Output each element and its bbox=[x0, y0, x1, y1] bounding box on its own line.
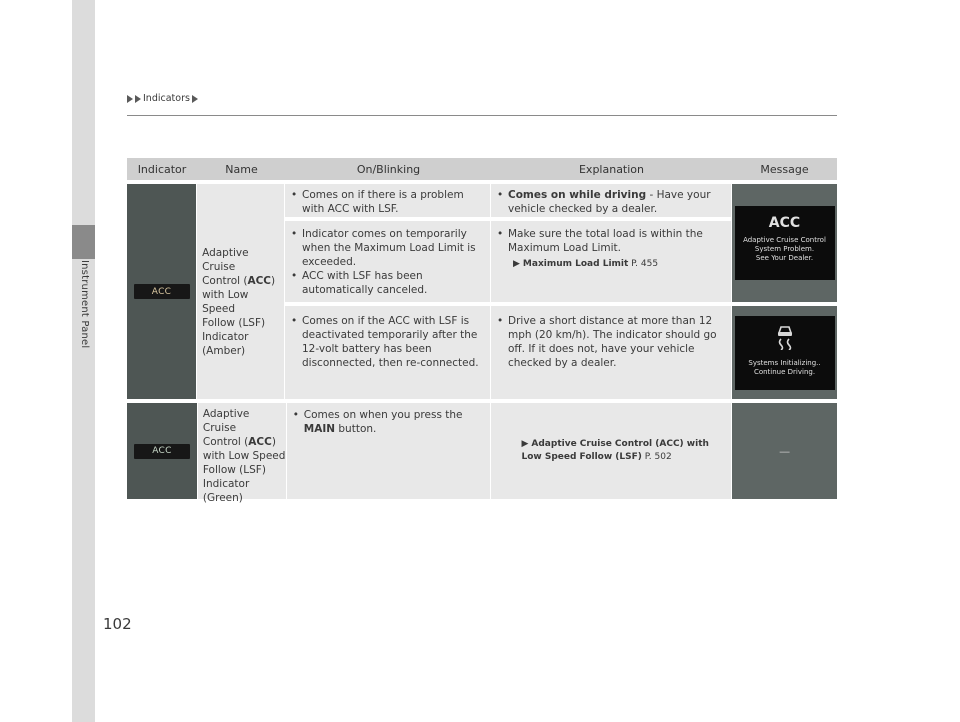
table-header bbox=[127, 158, 837, 180]
systems-initializing-message-screen: Systems Initializing.. Continue Driving. bbox=[735, 316, 835, 390]
name-cell-amber: Adaptive Cruise Control (ACC) with Low Speed Follow (LSF) Indicator (Amber) bbox=[196, 184, 284, 399]
acc-problem-message-screen: ACC Adaptive Cruise Control System Problem. See Your Dealer. bbox=[735, 206, 835, 280]
col-name: Name bbox=[225, 162, 258, 176]
side-tab bbox=[72, 0, 95, 722]
name-cell-green: Adaptive Cruise Control (ACC) with Low Speed Follow (LSF) Indicator (Green) bbox=[197, 403, 286, 499]
acc-green-indicator-icon: ACC bbox=[134, 444, 190, 459]
triangle-icon bbox=[192, 95, 198, 103]
table-row: • Comes on if the ACC with LSF is deactivated temporarily after the 12-volt battery has been disconnected, then re-connected. • Drive a short distance at more than 12 mph (20 km/h). The indicator should go off. If it does not, have your vehicle checked by a dealer. Systems Initializing.. Continue Driving. bbox=[285, 302, 837, 399]
col-message: Message bbox=[760, 162, 809, 176]
green-on-cell: • Comes on when you press the MAIN button. bbox=[286, 403, 491, 499]
triangle-icon bbox=[135, 95, 141, 103]
acc-amber-indicator-icon: ACC bbox=[134, 284, 190, 299]
message-cell bbox=[731, 184, 837, 302]
message-cell bbox=[731, 403, 837, 499]
side-tab-marker bbox=[72, 225, 95, 259]
section-label: Instrument Panel bbox=[79, 260, 90, 349]
amber-indicator-group bbox=[127, 184, 837, 399]
page-reference[interactable]: ▶ Maximum Load Limit P. 455 bbox=[513, 259, 659, 269]
col-on-blinking: On/Blinking bbox=[356, 162, 421, 176]
triangle-icon bbox=[127, 95, 133, 103]
indicator-cell bbox=[127, 403, 197, 499]
table-row: • Indicator comes on temporarily when the Maximum Load Limit is exceeded. • ACC with LSF has been automatically canceled. • Make sure the total load is within the Maximum Load Limit. ▶ Maximum Load Limit P. 455 bbox=[285, 217, 837, 302]
no-message-dash: — bbox=[779, 444, 791, 458]
car-skid-icon bbox=[773, 322, 797, 350]
breadcrumb-text[interactable]: Indicators bbox=[143, 93, 190, 104]
page-number: 102 bbox=[103, 615, 132, 633]
breadcrumb bbox=[127, 93, 198, 104]
amber-rows bbox=[284, 184, 837, 399]
header-rule bbox=[127, 115, 837, 116]
indicator-cell bbox=[127, 184, 196, 399]
col-indicator: Indicator bbox=[137, 162, 187, 176]
col-explanation: Explanation bbox=[578, 162, 645, 176]
page-reference[interactable]: ▶ Adaptive Cruise Control (ACC) with Low Speed Follow (LSF) P. 502 bbox=[521, 439, 709, 462]
indicator-table bbox=[127, 158, 837, 504]
green-indicator-group bbox=[127, 403, 837, 504]
message-cell bbox=[731, 306, 837, 399]
green-explanation-cell bbox=[490, 403, 731, 499]
table-row: • Comes on if there is a problem with ACC with LSF. • Comes on while driving - Have your vehicle checked by a dealer. ACC Adaptive Cruise Control System Problem. See Your Dealer. bbox=[285, 184, 837, 217]
